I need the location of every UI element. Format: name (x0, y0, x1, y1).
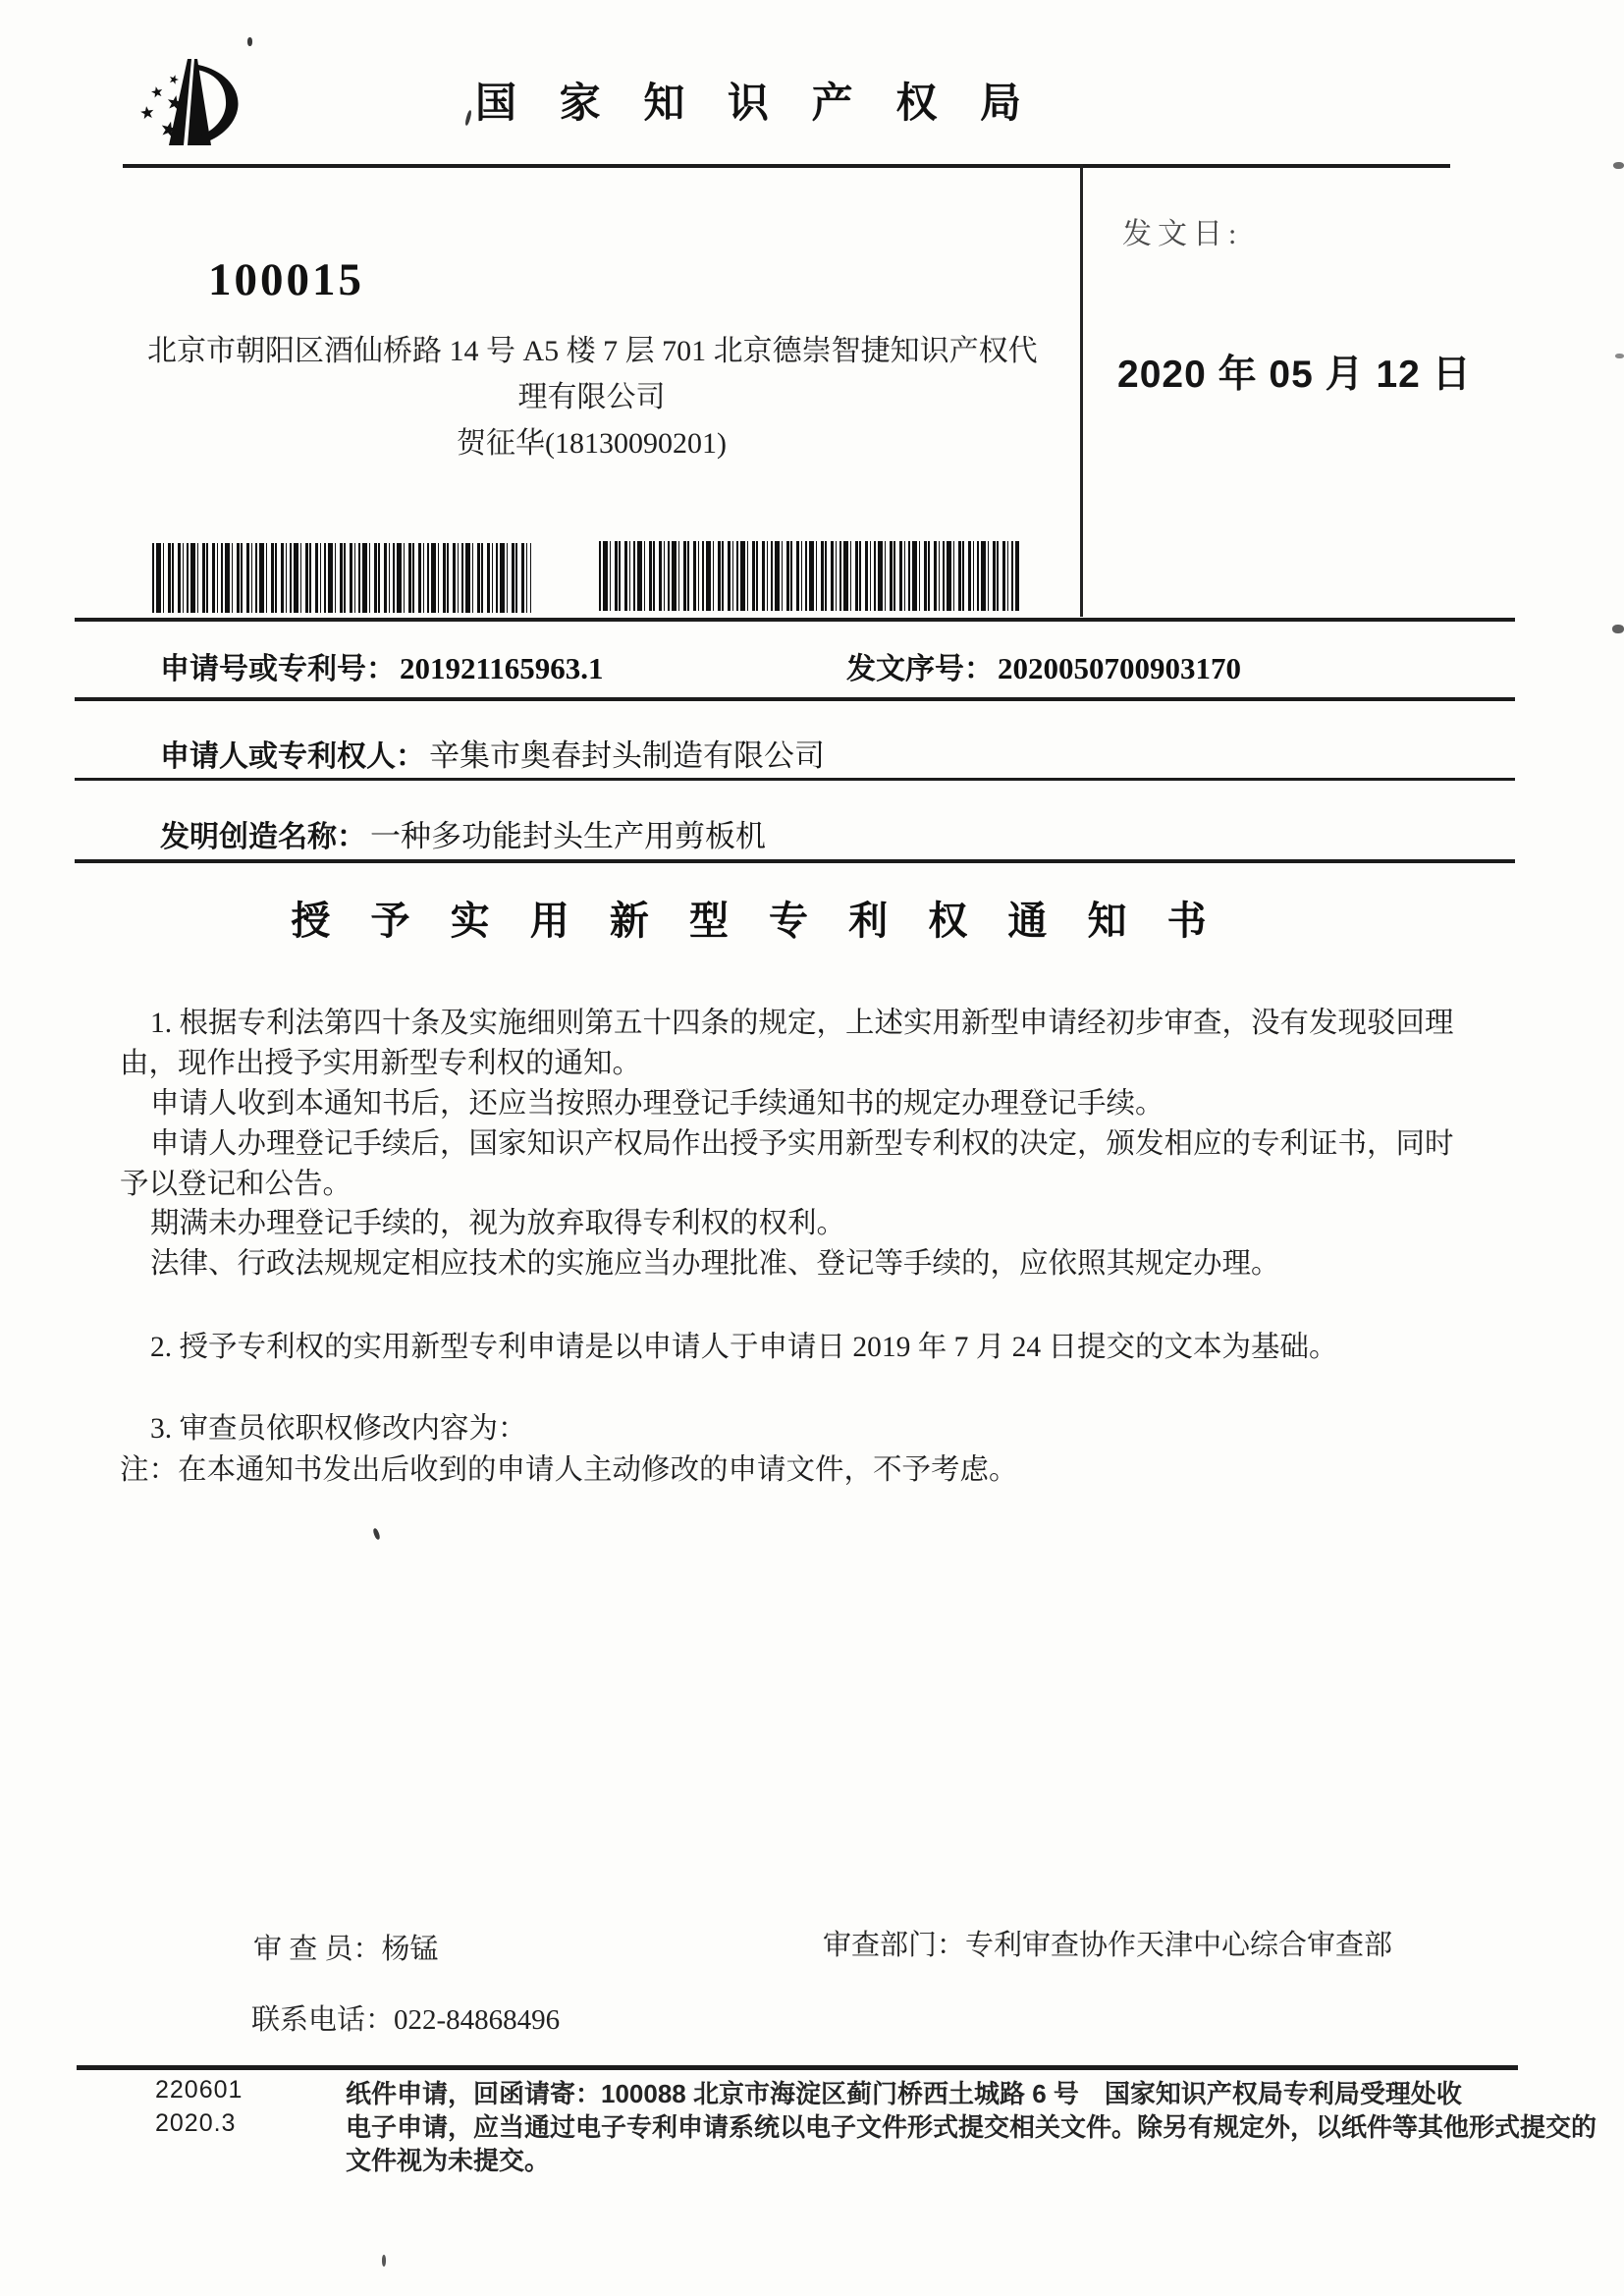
divider (75, 859, 1515, 863)
footer-note-line: 文件视为未提交。 (346, 2146, 551, 2175)
scan-edge-mark (1613, 162, 1624, 169)
applicant-label: 申请人或专利权人： (160, 740, 425, 773)
body-line: 2. 授予专利权的实用新型专利申请是以申请人于申请日 2019 年 7 月 24 日提交的文本为基础。 (150, 1332, 1338, 1363)
form-version: 2020.3 (155, 2109, 237, 2137)
dispatch-box-border (1080, 164, 1083, 617)
address-line-1: 北京市朝阳区酒仙桥路 14 号 A5 楼 7 层 701 北京德崇智捷知识产权代 (147, 335, 1038, 367)
application-number-label: 申请号或专利号： (160, 653, 396, 685)
scan-speck (247, 37, 252, 46)
department-field (823, 1923, 1392, 1963)
address-line-2: 理有限公司 (517, 381, 666, 413)
barcode-left (152, 543, 531, 613)
department-name: 专利审查协作天津中心综合审查部 (965, 1930, 1393, 1961)
dispatch-date-label: 发文日: (1122, 218, 1243, 250)
agency-name: 国 家 知 识 产 权 局 (474, 80, 1037, 126)
body-line: 予以登记和公告。 (120, 1169, 352, 1200)
scan-edge-mark (1615, 354, 1624, 358)
examiner-label: 审 查 员： (253, 1934, 382, 1965)
barcode-right (599, 541, 1019, 611)
notice-title: 授 予 实 用 新 型 专 利 权 通 知 书 (291, 900, 1221, 943)
scan-edge-mark (1612, 625, 1624, 633)
invention-title-label: 发明创造名称： (160, 821, 366, 853)
body-line: 1. 根据专利法第四十条及实施细则第五十四条的规定，上述实用新型申请经初步审查，没有发现驳回理 (150, 1008, 1454, 1039)
form-code: 220601 (155, 2076, 244, 2104)
footer-note-line: 纸件申请，回函请寄：100088 北京市海淀区蓟门桥西土城路 6 号 国家知识产权局专利局受理处收 (346, 2079, 1462, 2108)
agent-contact: 贺征华(18130090201) (457, 427, 727, 460)
body-line: 注：在本通知书发出后收到的申请人主动修改的申请文件，不予考虑。 (120, 1454, 1018, 1486)
dispatch-date-value: 2020 年 05 月 12 日 (1117, 354, 1472, 396)
examiner-name: 杨锰 (381, 1934, 439, 1965)
invention-title-value: 一种多功能封头生产用剪板机 (370, 819, 766, 853)
invention-title-field (160, 811, 766, 855)
serial-number-value: 2020050700903170 (998, 651, 1241, 685)
divider (75, 618, 1515, 622)
divider (75, 697, 1515, 701)
mailing-address-block (147, 328, 1036, 466)
footer-note-line: 电子申请，应当通过电子专利申请系统以电子文件形式提交相关文件。除另有规定外，以纸件等其他形式提交的 (346, 2112, 1597, 2142)
examiner-field (253, 1927, 439, 1967)
application-number-value: 201921165963.1 (400, 651, 604, 685)
phone-number: 022-84868496 (394, 2004, 561, 2036)
applicant-value: 辛集市奥春封头制造有限公司 (429, 738, 825, 773)
phone-field (251, 1997, 560, 2038)
body-line: 申请人收到本通知书后，还应当按照办理登记手续通知书的规定办理登记手续。 (150, 1088, 1164, 1120)
divider (75, 778, 1515, 781)
postal-code: 100015 (208, 254, 364, 305)
body-line: 法律、行政法规规定相应技术的实施应当办理批准、登记等手续的，应依照其规定办理。 (150, 1248, 1280, 1280)
scan-speck (382, 2255, 386, 2267)
application-number-field (160, 644, 604, 687)
body-line: 期满未办理登记手续的，视为放弃取得专利权的权利。 (150, 1208, 846, 1239)
serial-number-field (846, 644, 1241, 687)
serial-number-label: 发文序号： (846, 653, 994, 685)
applicant-field (160, 731, 825, 775)
footer-divider (77, 2065, 1518, 2070)
header-divider (123, 164, 1450, 168)
body-line: 由，现作出授予实用新型专利权的通知。 (120, 1048, 642, 1079)
department-label: 审查部门： (823, 1930, 966, 1961)
scan-speck (372, 1528, 381, 1541)
body-line: 3. 审查员依职权修改内容为： (150, 1413, 527, 1445)
phone-label: 联系电话： (251, 2004, 395, 2036)
body-line: 申请人办理登记手续后，国家知识产权局作出授予实用新型专利权的决定，颁发相应的专利证书，同时 (150, 1128, 1454, 1160)
